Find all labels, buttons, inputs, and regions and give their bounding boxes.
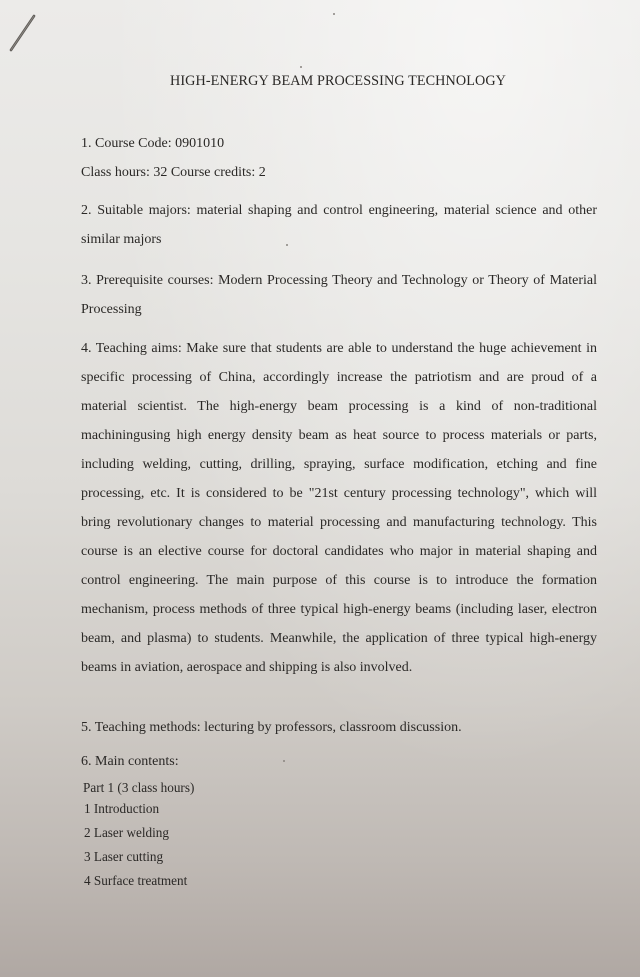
class-hours-credits: Class hours: 32 Course credits: 2	[81, 165, 266, 180]
suitable-majors: 2. Suitable majors: material shaping and control engineering, material science and other similar majors	[81, 203, 597, 247]
paper-speck	[333, 13, 335, 15]
part-title: Part 1 (3 class hours)	[83, 780, 195, 795]
teaching-aims: 4. Teaching aims: Make sure that students are able to understand the huge achievement in specific processing of China, accordingly increase the patriotism and are proud of a material scientist. The high-energy beam processing is a kind of non-traditional machiningusing high energy density beam as heat source to process materials or parts, including welding, cutting, drilling, spraying, surface modification, etching and fine processing, etc. It is considered to be "21st century processing technology", which will bring revolutionary changes to material processing and manufacturing technology. This course is an elective course for doctoral candidates who major in material shaping and control engineering. The main purpose of this course is to introduce the formation mechanism, process methods of three typical high-energy beams (including laser, electron beam, and plasma) to students. Meanwhile, the application of three typical high-energy beams in aviation, aerospace and shipping is also involved.	[81, 341, 597, 675]
content-item: 3 Laser cutting	[84, 849, 164, 864]
paper-speck	[300, 66, 302, 68]
content-item: 2 Laser welding	[84, 825, 169, 840]
course-code: 1. Course Code: 0901010	[81, 136, 225, 151]
content-item: 1 Introduction	[84, 801, 160, 816]
prerequisite-courses: 3. Prerequisite courses: Modern Processing Theory and Technology or Theory of Material Processing	[81, 273, 597, 317]
pen-stroke-mark-icon	[8, 14, 38, 54]
content-item: 4 Surface treatment	[84, 873, 188, 888]
teaching-methods: 5. Teaching methods: lecturing by professors, classroom discussion.	[81, 720, 462, 735]
main-contents-heading: 6. Main contents:	[81, 754, 179, 769]
paper-speck	[283, 760, 285, 762]
document-title: HIGH-ENERGY BEAM PROCESSING TECHNOLOGY	[169, 73, 507, 89]
